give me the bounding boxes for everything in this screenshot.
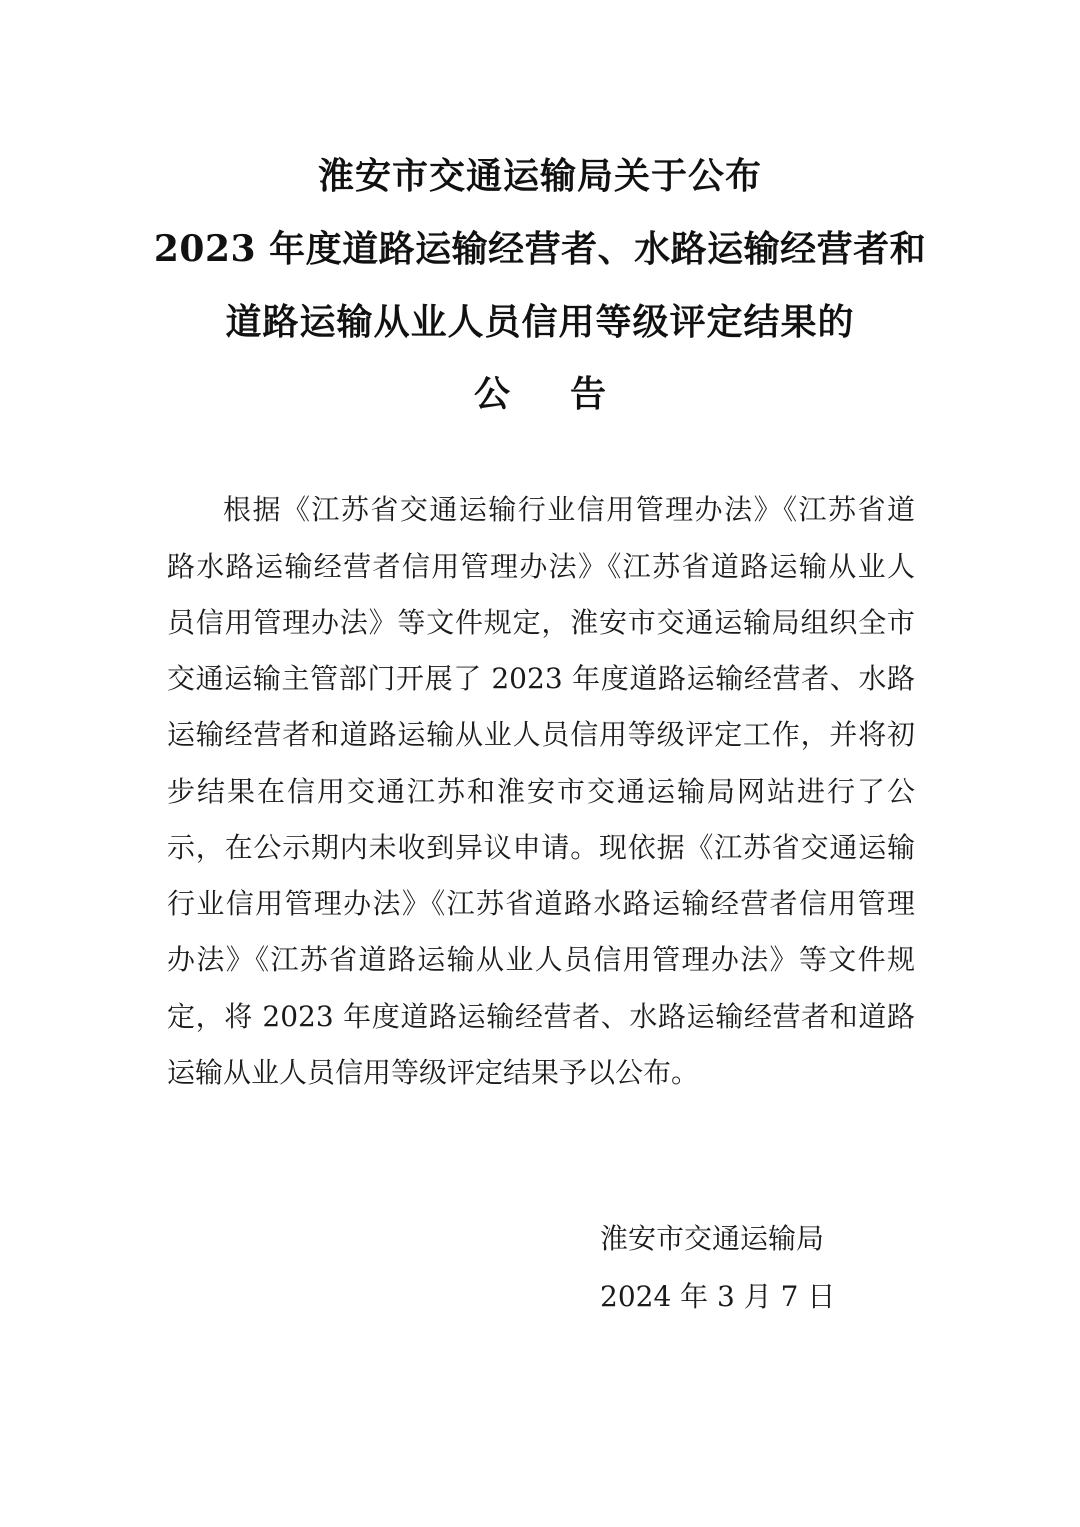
notice-title-line-1: 淮安市交通运输局关于公布	[317, 155, 762, 197]
notice-title-announcement: 公告	[473, 373, 666, 415]
body-text-line: 路水路运输经营者信用管理办法》《江苏省道路运输从业人	[167, 550, 915, 583]
signature-date: 2024 年 3 月 7 日	[600, 1280, 836, 1313]
body-text-line: 运输从业人员信用等级评定结果予以公布。	[167, 1056, 700, 1089]
body-text-line: 行业信用管理办法》《江苏省道路水路运输经营者信用管理	[167, 887, 915, 920]
signature-organization: 淮安市交通运输局	[600, 1222, 825, 1255]
body-text-line: 运输经营者和道路运输从业人员信用等级评定工作，并将初	[167, 718, 915, 751]
body-text-line: 办法》《江苏省道路运输从业人员信用管理办法》等文件规	[167, 943, 915, 976]
body-text-line: 根据《江苏省交通运输行业信用管理办法》《江苏省道	[223, 493, 915, 526]
body-text-line: 步结果在信用交通江苏和淮安市交通运输局网站进行了公	[167, 775, 915, 808]
body-text-line: 交通运输主管部门开展了 2023 年度道路运输经营者、水路	[167, 662, 915, 695]
notice-title-line-3: 道路运输从业人员信用等级评定结果的	[225, 301, 855, 343]
body-text-line: 示，在公示期内未收到异议申请。现依据《江苏省交通运输	[167, 831, 915, 864]
body-text-line: 定，将 2023 年度道路运输经营者、水路运输经营者和道路	[167, 1000, 915, 1033]
body-text-line: 员信用管理办法》等文件规定，淮安市交通运输局组织全市	[167, 606, 915, 639]
notice-title-line-2: 2023 年度道路运输经营者、水路运输经营者和	[153, 228, 927, 270]
